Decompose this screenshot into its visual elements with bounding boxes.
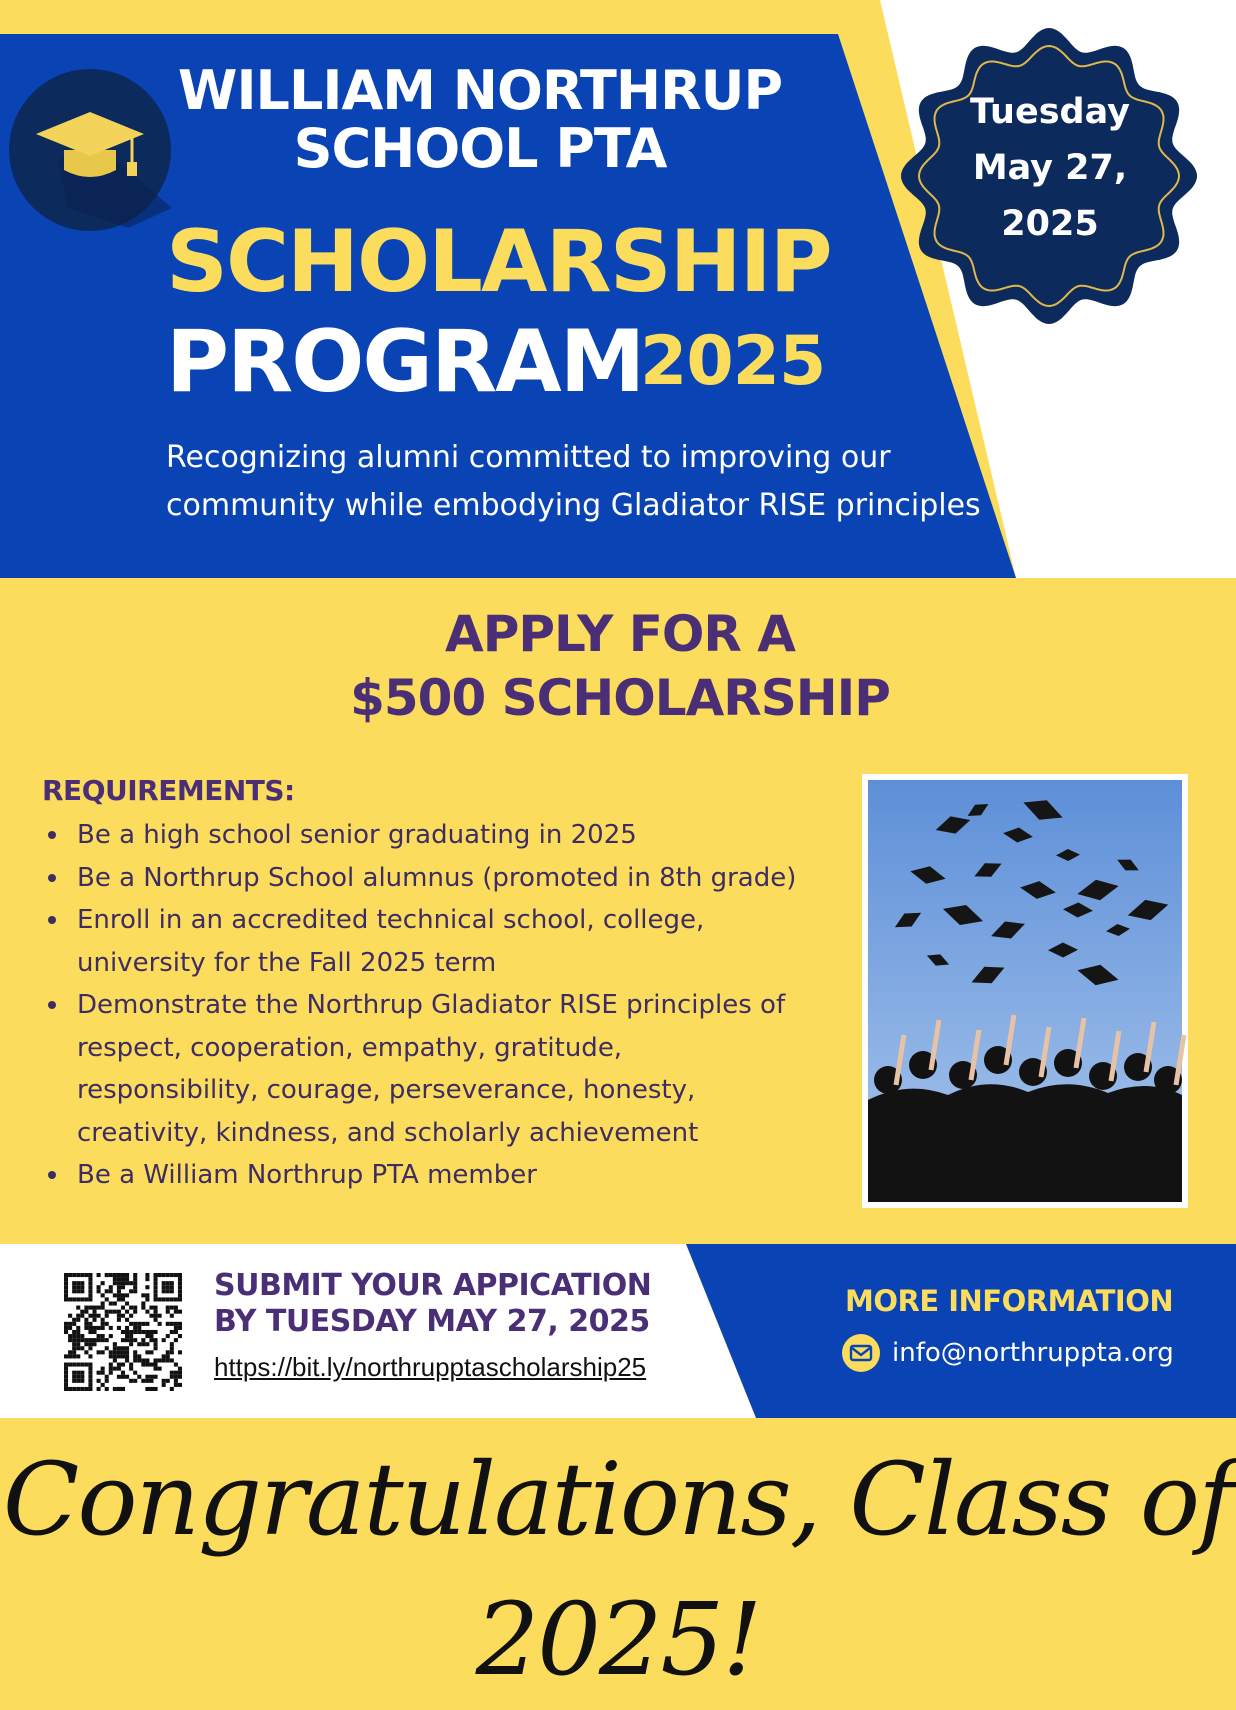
requirement-item: Enroll in an accredited technical school, college, university for the Fall 2025 term [40, 899, 730, 984]
organization-name [150, 59, 810, 180]
more-information-heading: MORE INFORMATION [845, 1284, 1174, 1318]
tagline-line1: Recognizing alumni committed to improving our [166, 440, 891, 475]
contact-email[interactable]: info@northruppta.org [892, 1338, 1174, 1368]
organization-name-line2: SCHOOL PTA [293, 117, 667, 180]
event-date-year: 2025 [1001, 204, 1099, 244]
event-date-month: May 27, [972, 148, 1128, 188]
requirement-item: Be a high school senior graduating in 2025 [40, 814, 830, 857]
event-date [940, 84, 1160, 252]
program-title-line1: SCHOLARSHIP [166, 212, 831, 312]
tagline [166, 434, 986, 530]
congratulations-banner: Congratulations, Class of 2025! [2, 1441, 1234, 1698]
apply-headline-line2: $500 SCHOLARSHIP [350, 669, 890, 727]
program-year: 2025 [640, 322, 826, 401]
requirement-item: Demonstrate the Northrup Gladiator RISE principles of respect, cooperation, empathy, gratitude, responsibility, courage, perseverance, honesty, creativity, kindness, and scholarly achievement [40, 984, 810, 1154]
tagline-line2: community while embodying Gladiator RISE principles [166, 488, 981, 523]
submit-deadline [214, 1268, 651, 1340]
requirement-item: Be a Northrup School alumnus (promoted in 8th grade) [40, 857, 830, 900]
application-link[interactable]: https://bit.ly/northrupptascholarship25 [214, 1352, 647, 1382]
apply-headline-line1: APPLY FOR A [445, 605, 795, 663]
program-title-line2: PROGRAM [166, 312, 644, 412]
mail-icon [842, 1334, 880, 1372]
qr-code[interactable] [64, 1273, 182, 1391]
graduation-photo-image [868, 780, 1182, 1202]
requirements-heading: REQUIREMENTS: [42, 774, 295, 807]
apply-headline [240, 602, 1000, 730]
graduation-cap-icon [8, 68, 172, 232]
submit-deadline-line2: BY TUESDAY MAY 27, 2025 [214, 1304, 650, 1339]
event-date-day: Tuesday [970, 92, 1130, 132]
requirement-item: Be a William Northrup PTA member [40, 1154, 830, 1197]
requirements-list [40, 814, 830, 1197]
graduate-gowns [868, 1084, 1182, 1202]
submit-deadline-line1: SUBMIT YOUR APPICATION [214, 1268, 652, 1303]
graduation-photo [862, 774, 1188, 1208]
organization-name-line1: WILLIAM NORTHRUP [177, 59, 783, 122]
